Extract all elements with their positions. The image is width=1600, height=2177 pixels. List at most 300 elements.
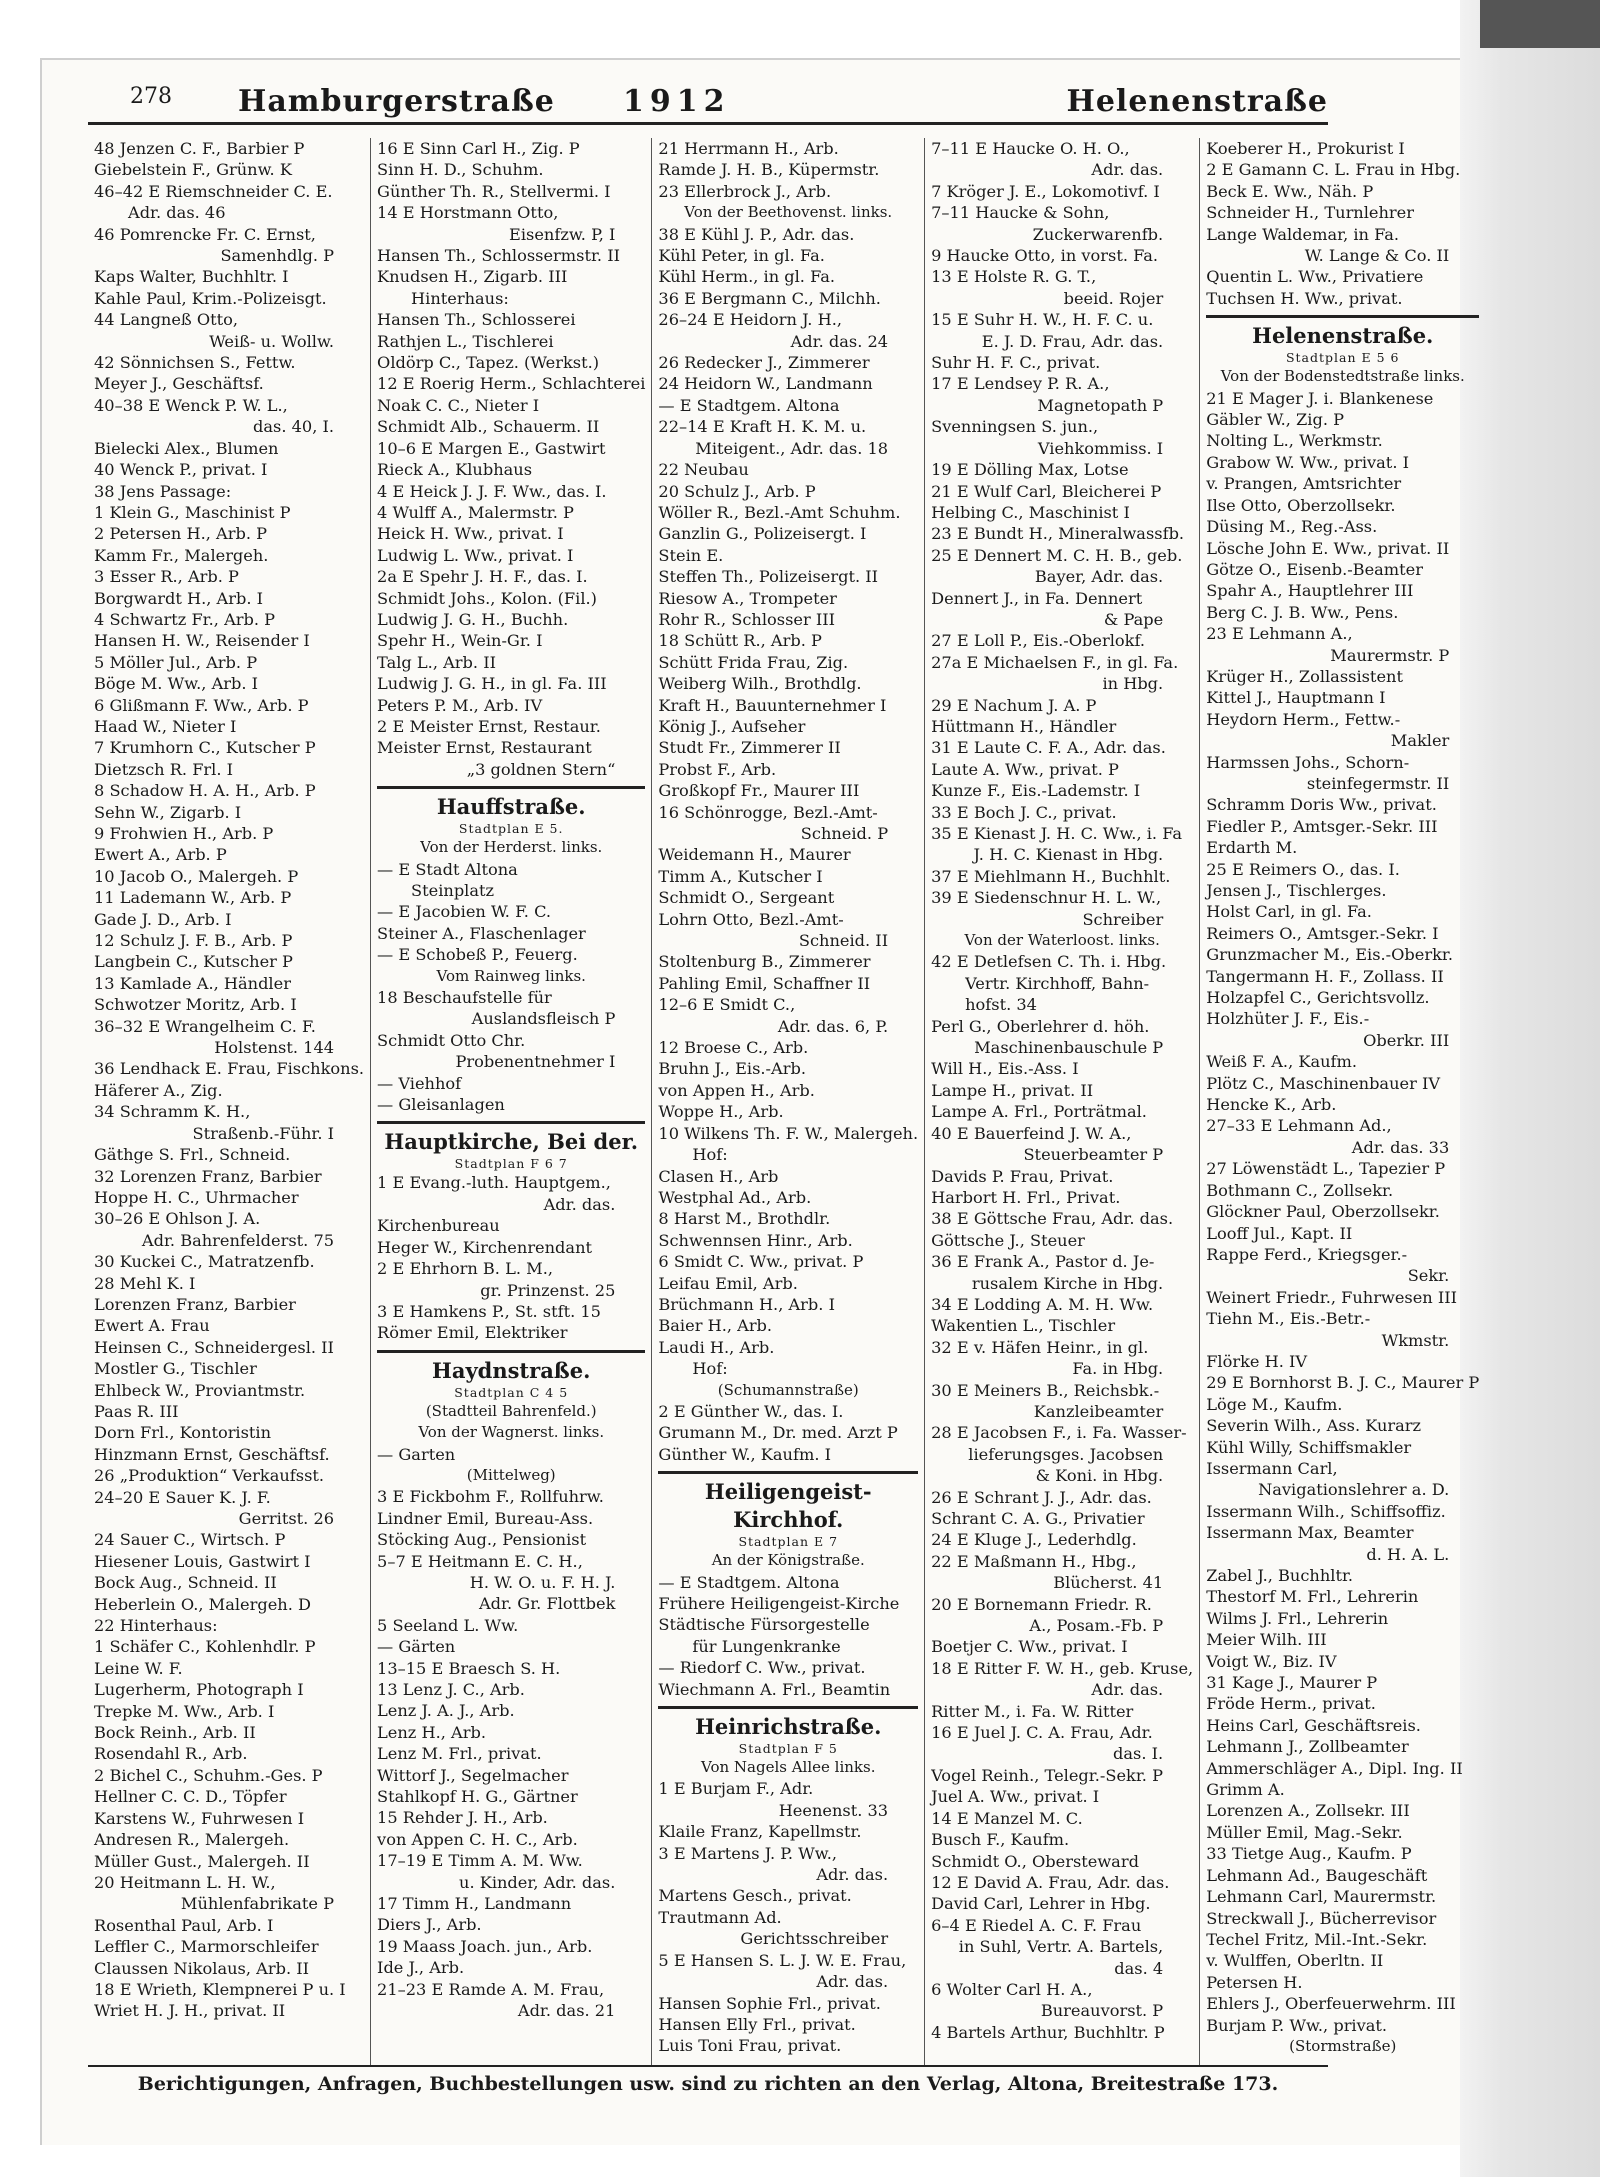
directory-entry: Meister Ernst, Restaurant [377, 738, 592, 758]
directory-entry: Berg C. J. B. Ww., Pens. [1206, 602, 1399, 622]
column-1 [88, 138, 371, 2066]
directory-entry: Zuckerwarenfb. [1032, 224, 1164, 244]
directory-entry: Schneid. P [800, 824, 889, 843]
directory-entry: Kühl Willy, Schiffsmakler [1206, 1437, 1412, 1457]
column-2 [371, 138, 652, 2066]
directory-entry: Voigt W., Biz. IV [1206, 1651, 1337, 1671]
directory-entry: Rathjen L., Tischlerei [377, 331, 554, 351]
directory-entry: Brüchmann H., Arb. I [658, 1294, 835, 1314]
directory-entry: 13 E Holste R. G. T., [931, 267, 1097, 287]
directory-entry: Stöcking Aug., Pensionist [377, 1530, 587, 1550]
directory-entry: 17 E Lendsey P. R. A., [931, 374, 1110, 394]
directory-entry: 23 E Bundt H., Mineralwassfb. [931, 524, 1185, 544]
directory-entry: Juel A. Ww., privat. I [931, 1787, 1100, 1807]
directory-entry: — Viehhof [377, 1073, 462, 1093]
directory-entry: Steiner A., Flaschenlager [377, 923, 586, 943]
directory-entry: Kraft H., Bauunternehmer I [658, 695, 887, 715]
directory-entry: Ewert A. Frau [94, 1316, 210, 1336]
directory-entry: — Gleisanlagen [377, 1095, 505, 1115]
directory-entry: Gäbler W., Zig. P [1206, 410, 1345, 430]
directory-entry: 21 Herrmann H., Arb. [658, 139, 839, 158]
directory-entry: gr. Prinzenst. 25 [480, 1280, 616, 1300]
directory-entry: 5 E Hansen S. L. J. W. E. Frau, [658, 1950, 907, 1970]
directory-entry: Martens Gesch., privat. [658, 1886, 852, 1906]
directory-entry: Looff Jul., Kapt. II [1206, 1223, 1353, 1243]
directory-entry: 42 E Detlefsen C. Th. i. Hbg. [931, 952, 1167, 972]
directory-entry: Wittorf J., Segelmacher [377, 1765, 569, 1785]
directory-entry: 8 Schadow H. A. H., Arb. P [94, 781, 316, 801]
directory-entry: W. Lange & Co. II [1304, 246, 1450, 266]
directory-entry: 22 Hinterhaus: [94, 1616, 218, 1636]
directory-entry: Lohrn Otto, Bezl.-Amt- [658, 909, 844, 929]
directory-entry: 25 E Dennert M. C. H. B., geb. [931, 545, 1183, 565]
street-section-title: Hauffstraße. [436, 794, 586, 820]
directory-entry: 12 Schulz J. F. B., Arb. P [94, 931, 293, 951]
directory-entry: H. W. O. u. F. H. J. [469, 1572, 616, 1592]
directory-entry: Frühere Heiligengeist-Kirche [658, 1594, 900, 1613]
directory-entry: Grunzmacher M., Eis.-Oberkr. [1206, 945, 1453, 965]
directory-entry: Schramm Doris Ww., privat. [1206, 795, 1437, 815]
directory-entry: von Appen H., Arb. [658, 1080, 815, 1100]
directory-entry: Hof: [692, 1145, 728, 1165]
city-map-reference: Stadtplan E 7 [738, 1534, 839, 1550]
directory-entry: Löge M., Kaufm. [1206, 1394, 1343, 1414]
city-map-reference: Stadtplan E 5 6 [1285, 350, 1400, 366]
directory-entry: — E Jacobien W. F. C. [377, 902, 552, 922]
section-rule [377, 1121, 645, 1124]
directory-entry: Burjam P. Ww., privat. [1206, 2015, 1388, 2035]
directory-entry: — E Stadtgem. Altona [658, 395, 840, 415]
directory-entry: Ilse Otto, Oberzollsekr. [1206, 495, 1396, 515]
page-header [88, 82, 1328, 125]
section-rule [377, 786, 645, 789]
directory-entry: 33 Tietge Aug., Kaufm. P [1206, 1844, 1412, 1864]
directory-entry: Plötz C., Maschinenbauer IV [1206, 1073, 1441, 1093]
directory-entry: König J., Aufseher [658, 716, 806, 736]
directory-entry: 4 Schwartz Fr., Arb. P [94, 609, 276, 629]
directory-entry: 24 Heidorn W., Landmann [658, 374, 873, 394]
directory-entry: 24 E Kluge J., Lederhdlg. [931, 1530, 1137, 1550]
directory-entry: 30 E Meiners B., Reichsbk.- [931, 1380, 1160, 1400]
directory-entry: 18 E Wrieth, Klempnerei P u. I [94, 1979, 346, 1999]
directory-entry: 1 Schäfer C., Kohlenhdlr. P [94, 1637, 316, 1657]
directory-entry: 31 E Laute C. F. A., Adr. das. [931, 738, 1166, 758]
directory-entry: 26 E Schrant J. J., Adr. das. [931, 1487, 1152, 1507]
directory-entry: Quentin L. Ww., Privatiere [1206, 267, 1424, 287]
directory-entry: 17 Timm H., Landmann [377, 1894, 572, 1914]
direction-note: Vom Rainweg links. [436, 966, 586, 985]
directory-entry: Adr. das. [1091, 160, 1164, 180]
directory-entry: Trautmann Ad. [658, 1907, 782, 1927]
directory-entry: E. J. D. Frau, Adr. das. [981, 331, 1164, 351]
directory-entry: Römer Emil, Elektriker [377, 1323, 568, 1343]
directory-entry: Kaps Walter, Buchhltr. I [94, 267, 289, 287]
directory-entry: Dorn Frl., Kontoristin [94, 1423, 272, 1443]
directory-entry: Beck E. Ww., Näh. P [1206, 181, 1374, 201]
directory-entry: Kittel J., Hauptmann I [1206, 688, 1386, 708]
directory-entry: 19 E Dölling Max, Lotse [931, 460, 1129, 480]
directory-entry: 20 Heitmann L. H. W., [94, 1872, 276, 1892]
directory-entry: Heydorn Herm., Fettw.- [1206, 709, 1401, 729]
directory-entry: Meyer J., Geschäftsf. [94, 374, 264, 394]
directory-entry: 7–11 Haucke & Sohn, [931, 203, 1110, 223]
directory-entry: 3 Esser R., Arb. P [94, 567, 239, 587]
directory-entry: Lindner Emil, Bureau-Ass. [377, 1508, 594, 1528]
section-rule [1206, 315, 1479, 318]
directory-entry: Hinterhaus: [411, 288, 509, 308]
city-map-reference: Stadtplan E 5. [458, 821, 564, 837]
directory-entry: das. 4 [1114, 1958, 1164, 1978]
column-3 [652, 138, 925, 2066]
directory-entry: Gerritst. 26 [238, 1509, 335, 1528]
directory-entry: Clasen H., Arb [658, 1166, 779, 1186]
directory-entry: 5 Möller Jul., Arb. P [94, 652, 258, 672]
directory-entry: Göttsche J., Steuer [931, 1230, 1085, 1250]
directory-entry: 13–15 E Braesch S. H. [377, 1658, 561, 1678]
directory-entry: Erdarth M. [1206, 838, 1298, 858]
direction-note: (Schumannstraße) [717, 1380, 859, 1399]
directory-entry: Fa. in Hbg. [1072, 1359, 1164, 1379]
left-street-title: Hamburgerstraße [238, 84, 555, 119]
directory-entry: Bruhn J., Eis.-Arb. [658, 1059, 806, 1079]
directory-entry: Makler [1390, 731, 1450, 751]
directory-entry: Schwotzer Moritz, Arb. I [94, 995, 297, 1015]
directory-entry: David Carl, Lehrer in Hbg. [931, 1894, 1151, 1914]
directory-entry: Holzhüter J. F., Eis.- [1206, 1009, 1370, 1029]
city-map-reference: Stadtplan C 4 5 [454, 1384, 569, 1400]
year-title: 1912 [623, 84, 731, 119]
directory-entry: 8 Harst M., Brothdlr. [658, 1209, 831, 1229]
directory-entry: Klaile Franz, Kapellmstr. [658, 1822, 862, 1842]
directory-entry: Eisenfzw. P, I [509, 224, 616, 244]
directory-entry: von Appen C. H. C., Arb. [377, 1829, 578, 1849]
directory-entry: 24–20 E Sauer K. J. F. [94, 1487, 271, 1507]
directory-entry: Magnetopath P [1037, 395, 1164, 415]
directory-entry: 40–38 E Wenck P. W. L., [94, 395, 288, 415]
directory-entry: 9 Haucke Otto, in vorst. Fa. [931, 246, 1159, 266]
directory-entry: Petersen H. [1206, 1972, 1303, 1992]
directory-entry: Heger W., Kirchenrendant [377, 1237, 593, 1257]
directory-entry: Claussen Nikolaus, Arb. II [94, 1958, 310, 1978]
directory-entry: 14 E Horstmann Otto, [377, 203, 559, 223]
directory-entry: 6 Smidt C. Ww., privat. P [658, 1252, 864, 1272]
directory-entry: Adr. das. 46 [128, 203, 226, 223]
directory-entry: Mostler G., Tischler [94, 1359, 257, 1379]
direction-note: Von der Wagnerst. links. [418, 1423, 605, 1442]
directory-entry: 7 Krumhorn C., Kutscher P [94, 738, 316, 758]
directory-entry: 1 E Burjam F., Adr. [658, 1779, 814, 1799]
directory-entry: 19 Maass Joach. jun., Arb. [377, 1936, 593, 1956]
directory-entry: Bock Reinh., Arb. II [94, 1723, 256, 1743]
directory-entry: Navigationslehrer a. D. [1258, 1480, 1450, 1500]
directory-entry: Kirchenbureau [377, 1216, 500, 1236]
directory-entry: Ewert A., Arb. P [94, 845, 227, 865]
directory-entry: — E Stadtgem. Altona [658, 1572, 840, 1592]
directory-entry: Spehr H., Wein-Gr. I [377, 631, 543, 651]
directory-entry: 3 E Martens J. P. Ww., [658, 1843, 838, 1863]
directory-entry: Leffler C., Marmorschleifer [94, 1937, 319, 1957]
directory-entry: Wöller R., Bezl.-Amt Schuhm. [658, 502, 901, 522]
city-map-reference: Stadtplan F 6 7 [454, 1156, 568, 1172]
directory-entry: Lösche John E. Ww., privat. II [1206, 538, 1450, 558]
directory-entry: Sinn H. D., Schuhm. [377, 160, 544, 180]
directory-entry: 30 Kuckei C., Matratzenfb. [94, 1252, 315, 1272]
directory-entry: 12 E Roerig Herm., Schlachterei [377, 374, 646, 394]
directory-entry: 18 Beschaufstelle für [377, 988, 552, 1008]
directory-entry: hofst. 34 [965, 995, 1037, 1015]
directory-entry: Heberlein O., Malergeh. D [94, 1594, 311, 1614]
directory-entry: Adr. das. 21 [517, 2001, 616, 2021]
directory-entry: Stein E. [658, 545, 724, 565]
directory-entry: 38 Jens Passage: [94, 481, 232, 501]
directory-entry: Langbein C., Kutscher P [94, 952, 293, 972]
directory-entry: Gade J. D., Arb. I [94, 909, 232, 929]
directory-entry: Adr. Gr. Flottbek [478, 1594, 616, 1614]
section-rule [658, 1706, 918, 1709]
directory-entry: 4 E Heick J. J. F. Ww., das. I. [377, 481, 607, 501]
directory-entry: Bothmann C., Zollsekr. [1206, 1180, 1394, 1200]
directory-entry: Adr. das. [816, 1865, 889, 1885]
directory-entry: Sekr. [1407, 1266, 1450, 1286]
directory-entry: 32 E v. Häfen Heinr., in gl. [931, 1337, 1149, 1357]
directory-entry: Tiehn M., Eis.-Betr.- [1206, 1309, 1371, 1329]
directory-entry: 2 E Meister Ernst, Restaur. [377, 716, 601, 736]
directory-entry: 2 Bichel C., Schuhm.-Ges. P [94, 1765, 323, 1785]
directory-entry: Heins Carl, Geschäftsreis. [1206, 1715, 1421, 1735]
directory-entry: Suhr H. F. C., privat. [931, 353, 1101, 373]
directory-entry: 22 E Maßmann H., Hbg., [931, 1551, 1137, 1571]
directory-entry: 40 E Bauerfeind J. W. A., [931, 1123, 1132, 1143]
directory-entry: Hellner C. C. D., Töpfer [94, 1787, 287, 1807]
directory-entry: Lehmann J., Zollbeamter [1206, 1737, 1409, 1757]
directory-entry: 2a E Spehr J. H. F., das. I. [377, 567, 588, 587]
directory-entry: Gerichtsschreiber [740, 1929, 889, 1949]
directory-entry: 23 Ellerbrock J., Arb. [658, 181, 832, 201]
directory-entry: 25 E Reimers O., das. I. [1206, 859, 1400, 879]
street-section-title: Haydnstraße. [432, 1357, 591, 1383]
directory-entry: Borgwardt H., Arb. I [94, 588, 264, 608]
directory-entry: 4 Bartels Arthur, Buchhltr. P [931, 2022, 1165, 2042]
directory-entry: Lehmann Ad., Baugeschäft [1206, 1865, 1428, 1885]
directory-entry: Zabel J., Buchhltr. [1206, 1566, 1354, 1585]
directory-entry: Bureauvorst. P [1040, 2001, 1164, 2021]
directory-entry: Helbing C., Maschinist I [931, 502, 1130, 522]
directory-entry: 36 Lendhack E. Frau, Fischkons. [94, 1059, 365, 1079]
directory-entry: 6–4 E Riedel A. C. F. Frau [931, 1915, 1142, 1935]
directory-entry: Diers J., Arb. [377, 1915, 482, 1935]
section-rule [658, 1471, 918, 1474]
directory-entry: Hüttmann H., Händler [931, 716, 1117, 736]
directory-entry: Weiß- u. Wollw. [209, 331, 335, 351]
directory-entry: Maurermstr. P [1330, 645, 1450, 665]
directory-entry: Adr. das. [1091, 1680, 1164, 1700]
directory-entry: Bayer, Adr. das. [1034, 567, 1164, 587]
directory-entry: 27 Löwenstädt L., Tapezier P [1206, 1159, 1446, 1179]
directory-entry: 46–42 E Riemschneider C. E. [94, 181, 333, 201]
page-number: 278 [130, 84, 172, 109]
directory-entry: Schmidt O., Obersteward [931, 1851, 1139, 1871]
directory-entry: 5–7 E Heitmann E. C. H., [377, 1551, 583, 1571]
directory-entry: Hansen Elly Frl., privat. [658, 2014, 856, 2034]
directory-entry: Wiechmann A. Frl., Beamtin [658, 1679, 891, 1699]
directory-entry: A., Posam.-Fb. P [1029, 1616, 1164, 1636]
directory-entry: 6 Glißmann F. Ww., Arb. P [94, 695, 309, 715]
directory-entry: Schneid. II [798, 931, 889, 951]
directory-entry: 6 Wolter Carl H. A., [931, 1979, 1093, 1999]
directory-entry: 36 E Frank A., Pastor d. Je- [931, 1252, 1155, 1272]
directory-entry: — Garten [377, 1444, 456, 1464]
directory-entry: 13 Kamlade A., Händler [94, 973, 291, 993]
directory-entry: Flörke H. IV [1206, 1351, 1308, 1371]
directory-entry: „3 goldnen Stern“ [466, 759, 616, 779]
scan-margin-top [0, 0, 1600, 52]
right-street-title: Helenenstraße [1066, 84, 1328, 119]
directory-entry: Ganzlin G., Polizeisergt. I [658, 524, 867, 544]
directory-entry: Müller Gust., Malergeh. II [94, 1851, 310, 1871]
directory-entry: Laute A. Ww., privat. P [931, 759, 1119, 779]
directory-entry: 38 E Göttsche Frau, Adr. das. [931, 1209, 1174, 1229]
directory-entry: 5 Seeland L. Ww. [377, 1615, 519, 1635]
directory-entry: 22–14 E Kraft H. K. M. u. [658, 417, 867, 437]
directory-entry: Wakentien L., Tischler [931, 1316, 1116, 1336]
directory-entry: 36 E Bergmann C., Milchh. [658, 288, 881, 308]
directory-entry: Schneider H., Turnlehrer [1206, 203, 1414, 223]
directory-entry: 12 E David A. Frau, Adr. das. [931, 1872, 1170, 1892]
directory-entry: Timm A., Kutscher I [658, 866, 823, 886]
directory-entry: 48 Jenzen C. F., Barbier P [94, 139, 305, 158]
directory-entry: Busch F., Kaufm. [931, 1830, 1070, 1850]
directory-entry: Jensen J., Tischlerges. [1206, 881, 1387, 900]
direction-note: Von der Bodenstedtstraße links. [1220, 367, 1465, 386]
directory-entry: Schwennsen Hinr., Arb. [658, 1230, 853, 1250]
directory-entry: 28 Mehl K. I [94, 1273, 196, 1293]
directory-entry: Kanzleibeamter [1033, 1401, 1164, 1421]
direction-note: Von der Beethovenst. links. [684, 203, 893, 222]
directory-entry: Tangermann H. F., Zollass. II [1206, 966, 1444, 986]
directory-entry: Schütt Frida Frau, Zig. [658, 652, 849, 672]
street-section-title: Heiligengeist-Kirchhof. [704, 1479, 872, 1533]
directory-entry: Kunze F., Eis.-Lademstr. I [931, 781, 1141, 801]
directory-entry: 24 Sauer C., Wirtsch. P [94, 1530, 286, 1550]
directory-entry: 21 E Mager J. i. Blankenese [1206, 388, 1434, 408]
directory-entry: 14 E Manzel M. C. [931, 1808, 1083, 1828]
directory-entry: Blücherst. 41 [1053, 1573, 1164, 1593]
directory-entry: Vogel Reinh., Telegr.-Sekr. P [931, 1765, 1163, 1785]
directory-entry: 34 Schramm K. H., [94, 1102, 251, 1122]
directory-entry: Grabow W. Ww., privat. I [1206, 452, 1410, 472]
directory-entry: Hiesener Louis, Gastwirt I [94, 1551, 311, 1571]
directory-entry: in Hbg. [1102, 674, 1164, 694]
directory-entry: Lehmann Carl, Maurermstr. [1206, 1887, 1437, 1907]
directory-entry: 7 Kröger J. E., Lokomotivf. I [931, 181, 1160, 201]
directory-entry: Wkmstr. [1381, 1330, 1450, 1350]
directory-entry: 36–32 E Wrangelheim C. F. [94, 1016, 316, 1036]
directory-entry: Spahr A., Hauptlehrer III [1206, 581, 1414, 601]
directory-entry: Leifau Emil, Arb. [658, 1273, 798, 1293]
directory-entry: Andresen R., Malergeh. [94, 1830, 290, 1850]
directory-entry: Baier H., Arb. [658, 1316, 773, 1336]
direction-note: (Mittelweg) [466, 1465, 556, 1484]
directory-entry: 2 Petersen H., Arb. P [94, 524, 267, 544]
street-section-title: Hauptkirche, Bei der. [384, 1129, 639, 1155]
directory-entry: in Suhl, Vertr. A. Bartels, [958, 1937, 1164, 1957]
column-4 [925, 138, 1200, 2066]
directory-entry: J. H. C. Kienast in Hbg. [973, 845, 1164, 865]
directory-entry: Grumann M., Dr. med. Arzt P [658, 1423, 898, 1443]
directory-entry: 40 Wenck P., privat. I [94, 460, 268, 480]
directory-entry: Nolting L., Werkmstr. [1206, 431, 1383, 451]
directory-entry: Grimm A. [1206, 1780, 1285, 1800]
directory-entry: Ammerschläger A., Dipl. Ing. II [1206, 1758, 1463, 1778]
directory-entry: Müller Emil, Mag.-Sekr. [1206, 1822, 1403, 1842]
directory-entry: 16 E Sinn Carl H., Zig. P [377, 139, 580, 158]
directory-entry: Dennert J., in Fa. Dennert [931, 588, 1143, 608]
directory-entry: Giebelstein F., Grünw. K [94, 160, 292, 180]
directory-entry: Hoppe H. C., Uhrmacher [94, 1187, 299, 1207]
directory-entry: Tuchsen H. Ww., privat. [1206, 288, 1403, 308]
directory-entry: Krüger H., Zollassistent [1206, 666, 1403, 686]
directory-entry: Rappe Ferd., Kriegsger.- [1206, 1244, 1408, 1264]
directory-entry: 34 E Lodding A. M. H. Ww. [931, 1294, 1154, 1314]
directory-entry: Lange Waldemar, in Fa. [1206, 224, 1400, 244]
directory-entry: Steuerbeamter P [1023, 1145, 1164, 1165]
directory-entry: Düsing M., Reg.-Ass. [1206, 517, 1378, 537]
directory-entry: 18 Schütt R., Arb. P [658, 631, 822, 651]
directory-entry: Heick H. Ww., privat. I [377, 524, 564, 544]
directory-entry: Kamm Fr., Malergeh. [94, 545, 269, 565]
directory-entry: das. 40, I. [253, 417, 335, 437]
directory-entry: 29 E Bornhorst B. J. C., Maurer P [1206, 1373, 1480, 1393]
directory-entry: Knudsen H., Zigarb. III [377, 267, 568, 287]
directory-entry: Günther Th. R., Stellvermi. I [377, 181, 611, 201]
publisher-footer: Berichtigungen, Anfragen, Buchbestellungen usw. sind zu richten an den Verlag, Altona, Breitestraße 173. [88, 2065, 1328, 2101]
directory-entry: 38 E Kühl J. P., Adr. das. [658, 224, 855, 244]
directory-entry: Günther W., Kaufm. I [658, 1444, 832, 1464]
directory-entry: Will H., Eis.-Ass. I [931, 1059, 1079, 1079]
directory-entry: Severin Wilh., Ass. Kurarz [1206, 1416, 1422, 1436]
direction-note: An der Königstraße. [711, 1551, 865, 1570]
directory-entry: Haad W., Nieter I [94, 716, 237, 736]
directory-entry: 30–26 E Ohlson J. A. [94, 1209, 261, 1229]
directory-entry: Paas R. III [94, 1401, 179, 1421]
directory-entry: Weiß F. A., Kaufm. [1206, 1052, 1358, 1072]
directory-entry: 46 Pomrencke Fr. C. Ernst, [94, 224, 316, 244]
directory-entry: Rosenthal Paul, Arb. I [94, 1915, 274, 1935]
directory-entry: Lugerherm, Photograph I [94, 1680, 304, 1700]
directory-entry: lieferungsges. Jacobsen [968, 1444, 1164, 1464]
directory-entry: Weinert Friedr., Fuhrwesen III [1206, 1287, 1458, 1307]
directory-entry: Westphal Ad., Arb. [658, 1187, 812, 1207]
directory-entry: 35 E Kienast J. H. C. Ww., i. Fa [931, 824, 1182, 843]
directory-entry: 12 Broese C., Arb. [658, 1038, 809, 1058]
directory-entry: Lenz H., Arb. [377, 1722, 486, 1742]
directory-entry: Kühl Peter, in gl. Fa. [658, 246, 825, 266]
directory-entry: v. Wulffen, Oberltn. II [1206, 1951, 1384, 1971]
directory-entry: 23 E Lehmann A., [1206, 624, 1353, 644]
directory-entry: Adr. das. 6, P. [777, 1016, 889, 1036]
directory-entry: — Gärten [377, 1637, 456, 1657]
directory-entry: 32 Lorenzen Franz, Barbier [94, 1166, 322, 1186]
directory-entry: 15 E Suhr H. W., H. F. C. u. [931, 310, 1154, 330]
section-rule [377, 1350, 645, 1353]
directory-entry: Städtische Fürsorgestelle [658, 1615, 870, 1635]
directory-entry: 2 E Ehrhorn B. L. M., [377, 1259, 554, 1279]
directory-entry: 20 E Bornemann Friedr. R. [931, 1594, 1152, 1614]
directory-entry: Harbort H. Frl., Privat. [931, 1187, 1121, 1207]
directory-entry: Glöckner Paul, Oberzollsekr. [1206, 1202, 1440, 1222]
directory-entry: Ludwig L. Ww., privat. I [377, 545, 574, 565]
directory-entry: Techel Fritz, Mil.-Int.-Sekr. [1206, 1929, 1428, 1949]
